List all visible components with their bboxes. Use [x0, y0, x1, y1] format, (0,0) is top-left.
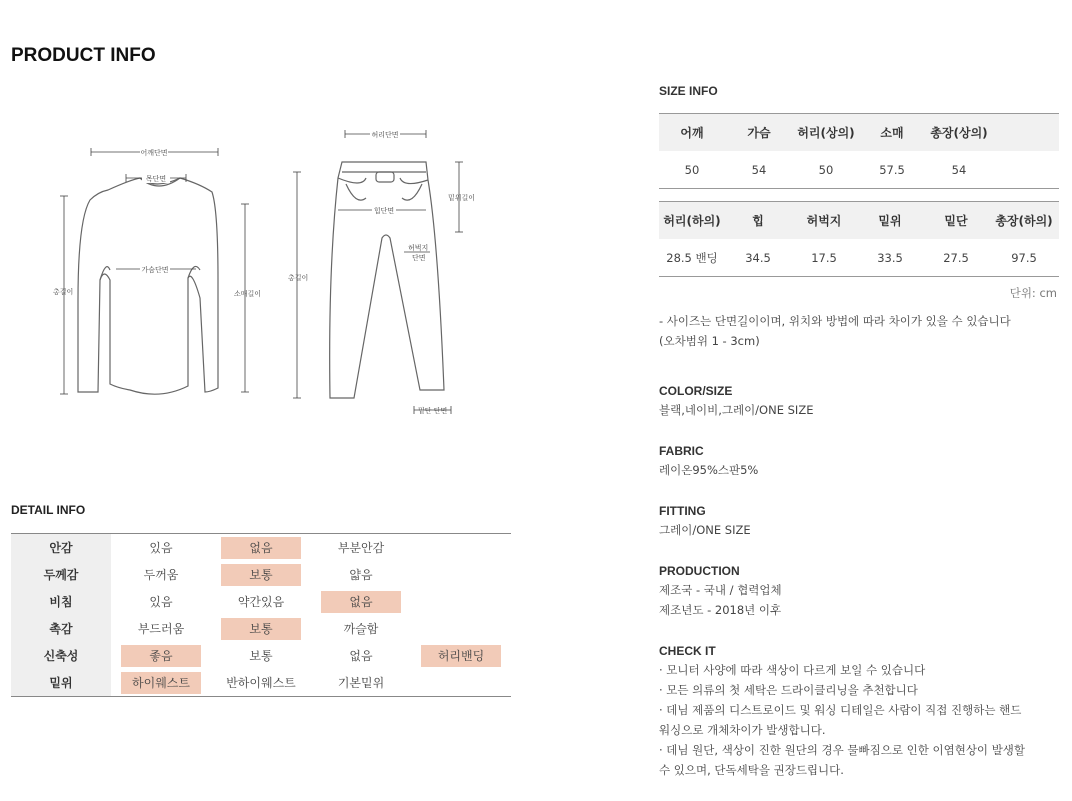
size-value: 54	[751, 162, 767, 177]
detail-option: 약간있음	[237, 595, 285, 609]
detail-row	[11, 669, 511, 696]
label-sleeve: 소매길이	[234, 290, 262, 298]
label-waist: 허리단면	[371, 131, 399, 139]
fitting-title: FITTING	[659, 504, 706, 518]
pants-drawing	[330, 162, 444, 398]
size-value: 50	[684, 162, 700, 177]
size-header: 총장(하의)	[995, 214, 1053, 228]
size-diagram	[40, 120, 480, 430]
detail-option: 두꺼움	[143, 568, 179, 582]
size-table-header-row	[659, 202, 1059, 239]
size-info-title: SIZE INFO	[659, 84, 718, 98]
size-value: 28.5 밴딩	[666, 250, 718, 265]
size-value: 50	[818, 162, 834, 177]
label-thigh-line2: 단면	[412, 254, 426, 262]
fabric-title: FABRIC	[659, 444, 704, 458]
size-value: 54	[951, 162, 967, 177]
label-pants-total-length: 총길이	[288, 274, 309, 282]
detail-option	[421, 564, 501, 586]
size-unit: 단위: cm	[1009, 286, 1057, 300]
detail-info-table	[11, 533, 511, 697]
size-value: 17.5	[811, 250, 837, 265]
size-value: 34.5	[745, 250, 771, 265]
detail-row	[11, 615, 511, 642]
detail-row	[11, 588, 511, 615]
size-diagram-svg	[40, 120, 480, 430]
check-it-line: 워싱으로 개체차이가 발생합니다.	[659, 723, 826, 737]
size-table-value-row	[659, 151, 1059, 189]
fitting-value: 그레이/ONE SIZE	[659, 523, 751, 537]
check-it-line: · 데님 원단, 색상이 진한 원단의 경우 물빠짐으로 인한 이염현상이 발생할	[659, 743, 1026, 757]
size-table-header-row	[659, 114, 1059, 151]
size-header: 힙	[752, 214, 764, 228]
detail-row	[11, 561, 511, 588]
label-hem: 밑단 단면	[418, 407, 448, 415]
size-header: 소매	[880, 126, 904, 140]
detail-option: 없음	[321, 591, 401, 613]
detail-option: 부분안감	[337, 541, 385, 555]
check-it-line: · 모든 의류의 첫 세탁은 드라이클리닝을 추천합니다	[659, 683, 918, 697]
fabric-value: 레이온95%스판5%	[659, 463, 759, 477]
size-table-bottom	[659, 201, 1059, 277]
detail-option	[421, 618, 501, 640]
detail-option: 없음	[221, 537, 301, 559]
detail-option: 없음	[349, 649, 373, 663]
detail-row-label: 밑위	[11, 669, 111, 696]
size-header: 밑위	[878, 214, 902, 228]
detail-row-label: 비침	[11, 588, 111, 615]
size-note-line1: - 사이즈는 단면길이이며, 위치와 방법에 따라 차이가 있을 수 있습니다	[659, 314, 1011, 328]
detail-option: 좋음	[121, 645, 201, 667]
label-neck: 목단면	[145, 175, 167, 183]
detail-option: 보통	[221, 618, 301, 640]
detail-option: 기본밑위	[337, 676, 385, 690]
detail-option	[421, 591, 501, 613]
production-title: PRODUCTION	[659, 564, 740, 578]
detail-row	[11, 534, 511, 561]
detail-option: 얇음	[349, 568, 373, 582]
label-shoulder: 어깨단면	[140, 149, 168, 157]
size-value: 57.5	[879, 162, 905, 177]
detail-option: 있음	[149, 595, 173, 609]
label-rise: 밑위길이	[448, 194, 476, 202]
production-line1: 제조국 - 국내 / 협력업체	[659, 583, 782, 597]
color-size-value: 블랙,네이비,그레이/ONE SIZE	[659, 403, 814, 417]
production-line2: 제조년도 - 2018년 이후	[659, 603, 782, 617]
detail-option: 반하이웨스트	[226, 676, 296, 690]
detail-option	[421, 537, 501, 559]
detail-option: 까슬함	[343, 622, 379, 636]
size-value: 27.5	[943, 250, 969, 265]
size-header: 총장(상의)	[930, 126, 988, 140]
size-header: 허벅지	[806, 214, 842, 228]
detail-option: 있음	[149, 541, 173, 555]
detail-option: 허리밴딩	[421, 645, 501, 667]
size-header: 밑단	[944, 214, 968, 228]
size-table-top	[659, 113, 1059, 189]
size-value: 97.5	[1011, 250, 1037, 265]
detail-option: 보통	[249, 649, 273, 663]
check-it-line: · 데님 제품의 디스트로이드 및 워싱 디테일은 사람이 직접 진행하는 핸드	[659, 703, 1022, 717]
size-table-value-row	[659, 239, 1059, 277]
detail-option	[421, 672, 501, 694]
detail-row-label: 촉감	[11, 615, 111, 642]
detail-row-label: 안감	[11, 534, 111, 561]
size-header: 가슴	[747, 126, 771, 140]
detail-option: 하이웨스트	[121, 672, 201, 694]
size-header: 허리(상의)	[797, 126, 855, 140]
size-note-line2: (오차범위 1 - 3cm)	[659, 334, 760, 348]
top-garment-drawing	[78, 178, 218, 394]
detail-info-title: DETAIL INFO	[11, 503, 86, 517]
label-chest: 가슴단면	[141, 266, 169, 274]
page-title: PRODUCT INFO	[11, 45, 156, 66]
color-size-title: COLOR/SIZE	[659, 384, 733, 398]
check-it-line: · 모니터 사양에 따라 색상이 다르게 보일 수 있습니다	[659, 663, 926, 677]
size-value: 33.5	[877, 250, 903, 265]
label-top-total-length: 총길이	[53, 288, 74, 296]
check-it-title: CHECK IT	[659, 644, 716, 658]
size-header: 허리(하의)	[663, 214, 721, 228]
detail-row-label: 신축성	[11, 642, 111, 669]
label-hip: 힙단면	[373, 207, 395, 215]
check-it-line: 수 있으며, 단독세탁을 권장드립니다.	[659, 763, 844, 777]
size-header: 어깨	[680, 126, 704, 140]
detail-row-label: 두께감	[11, 561, 111, 588]
detail-option: 보통	[221, 564, 301, 586]
detail-option: 부드러움	[137, 622, 185, 636]
label-thigh-line1: 허벅지	[408, 244, 429, 252]
detail-row	[11, 642, 511, 669]
